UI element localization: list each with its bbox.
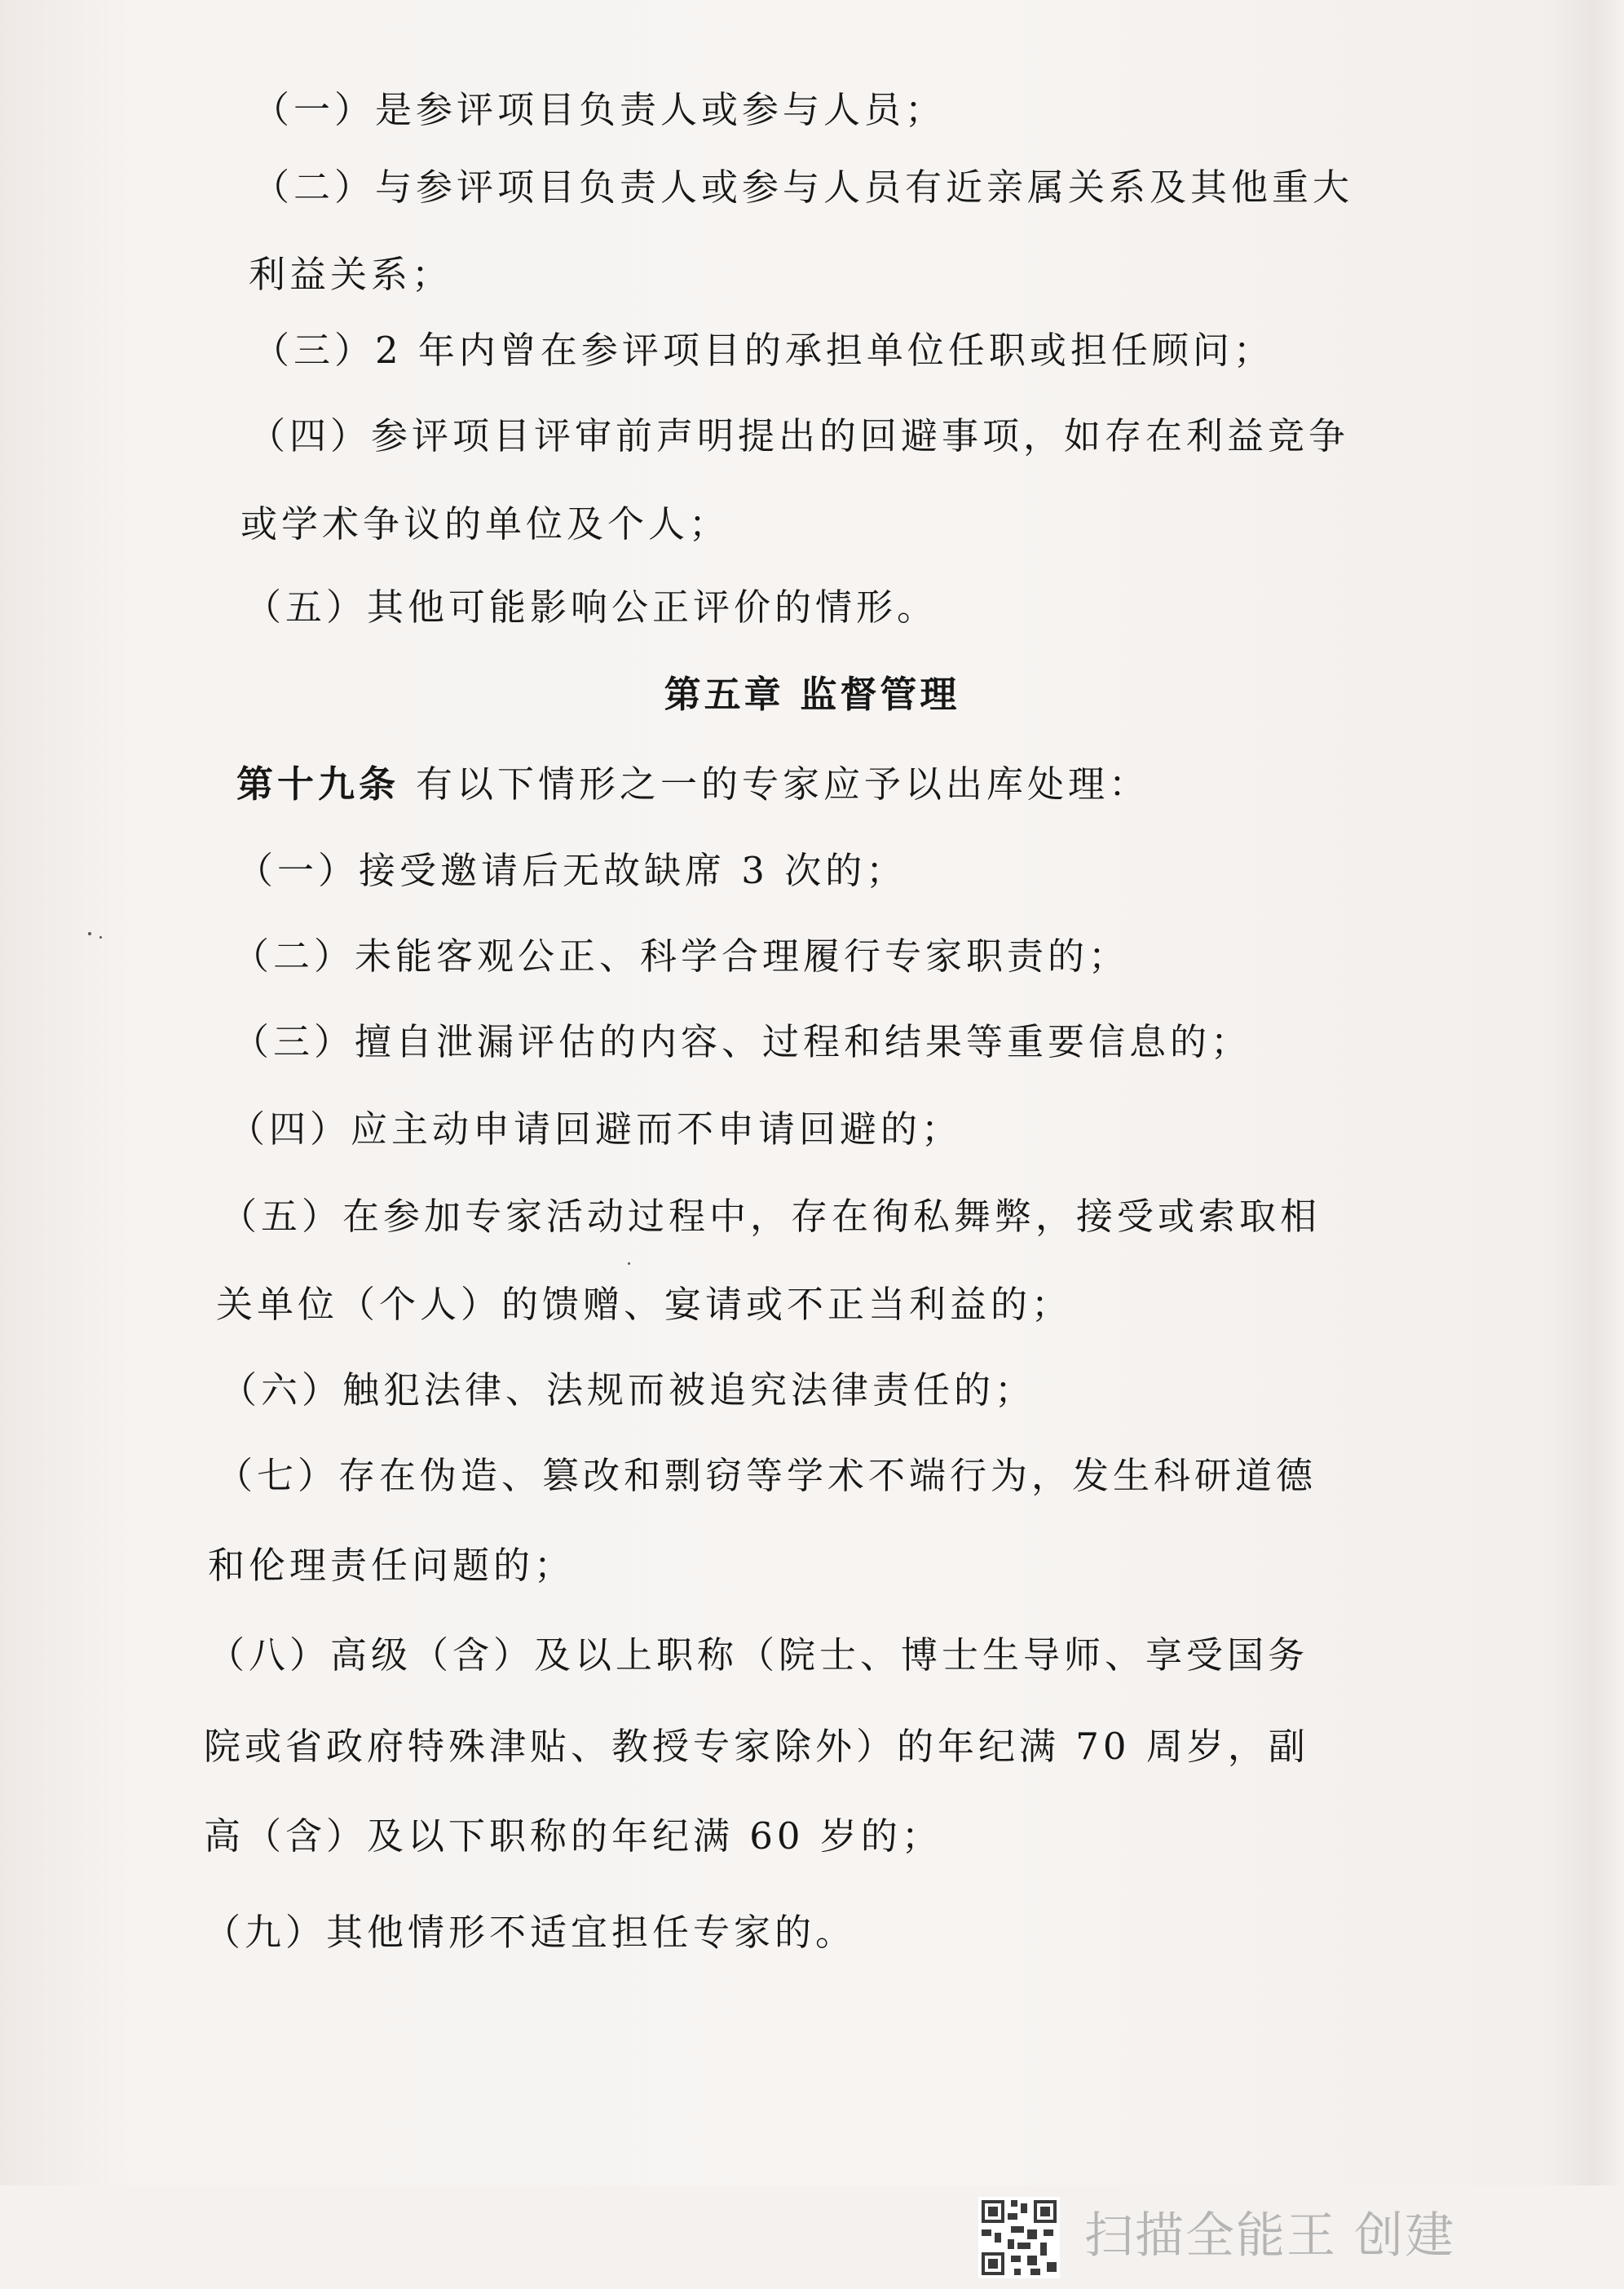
article-number: 第十九条 bbox=[236, 762, 400, 806]
list-item: （一）接受邀请后无故缺席 3 次的； bbox=[236, 849, 907, 892]
list-item: （九）其他情形不适宜担任专家的。 bbox=[204, 1911, 857, 1954]
list-item: （七）存在伪造、篡改和剽窃等学术不端行为，发生科研道德 bbox=[216, 1454, 1317, 1497]
chapter-title: 第五章 监督管理 bbox=[664, 673, 960, 716]
list-item: （二）与参评项目负责人或参与人员有近亲属关系及其他重大 bbox=[253, 166, 1354, 209]
scan-speck bbox=[99, 936, 102, 939]
list-item: （五）其他可能影响公正评价的情形。 bbox=[245, 586, 938, 629]
list-item: （四）应主动申请回避而不申请回避的； bbox=[228, 1107, 963, 1151]
list-item: （一）是参评项目负责人或参与人员； bbox=[253, 88, 947, 131]
list-item: （六）触犯法律、法规而被追究法律责任的； bbox=[220, 1368, 1036, 1412]
list-item: （四）参评项目评审前声明提出的回避事项，如存在利益竞争 bbox=[249, 414, 1350, 457]
scanner-watermark bbox=[978, 2192, 1565, 2282]
qr-code-icon bbox=[978, 2197, 1060, 2278]
list-item-continuation: 高（含）及以下职称的年纪满 60 岁的； bbox=[204, 1814, 942, 1858]
list-item: （三）擅自泄漏评估的内容、过程和结果等重要信息的； bbox=[232, 1020, 1252, 1063]
list-item: （二）未能客观公正、科学合理履行专家职责的； bbox=[232, 935, 1130, 978]
watermark-text: 扫描全能王 创建 bbox=[1084, 2207, 1456, 2265]
list-item-continuation: 和伦理责任问题的； bbox=[208, 1544, 576, 1587]
list-item-continuation: 利益关系； bbox=[249, 253, 453, 296]
scan-speck bbox=[628, 1262, 630, 1265]
scan-speck bbox=[88, 932, 91, 935]
article-text: 有以下情形之一的专家应予以出库处理： bbox=[416, 762, 1150, 806]
list-item-continuation: 院或省政府特殊津贴、教授专家除外）的年纪满 70 周岁，副 bbox=[204, 1725, 1309, 1768]
list-item-continuation: 或学术争议的单位及个人； bbox=[241, 502, 730, 546]
list-item-continuation: 关单位（个人）的馈赠、宴请或不正当利益的； bbox=[216, 1283, 1073, 1326]
list-item: （八）高级（含）及以上职称（院士、博士生导师、享受国务 bbox=[208, 1633, 1309, 1677]
list-item: （五）在参加专家活动过程中，存在徇私舞弊，接受或索取相 bbox=[220, 1195, 1322, 1238]
page-edge-shadow bbox=[1547, 0, 1624, 2185]
article-paragraph bbox=[236, 760, 1150, 809]
list-item: （三）2 年内曾在参评项目的承担单位任职或担任顾问； bbox=[253, 329, 1274, 372]
